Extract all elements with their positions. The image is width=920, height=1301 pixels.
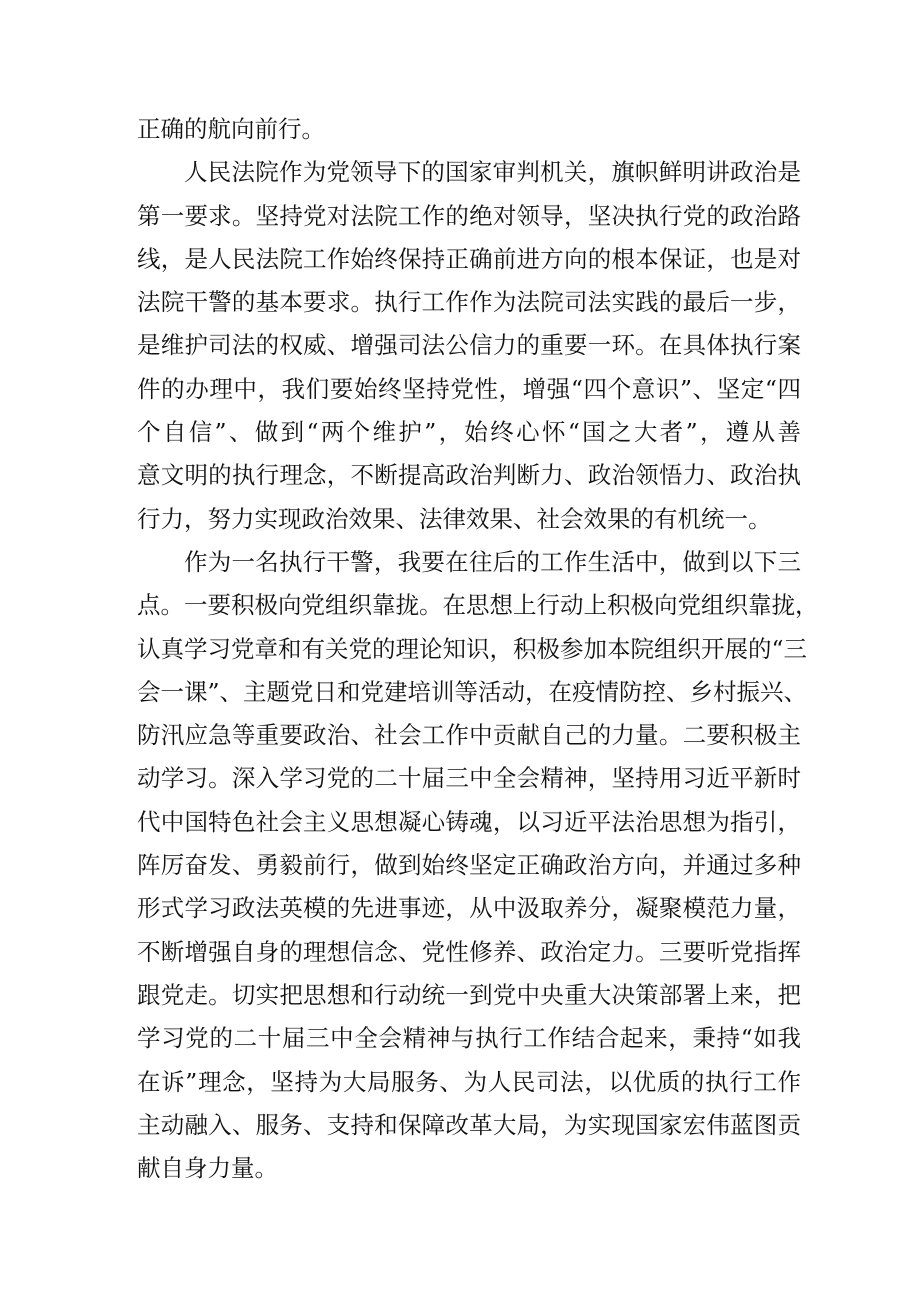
text-line: 跟党走。切实把思想和行动统一到党中央重大决策部署上来，把 (137, 980, 801, 1009)
text-line: 人民法院作为党领导下的国家审判机关，旗帜鲜明讲政治是 (184, 158, 801, 187)
text-line: 个自信”、做到“两个维护”，始终心怀“国之大者”，遵从善 (137, 418, 801, 447)
text-line: 行力，努力实现政治效果、法律效果、社会效果的有机统一。 (137, 504, 772, 533)
text-line: 线，是人民法院工作始终保持正确前进方向的根本保证，也是对 (137, 244, 801, 273)
document-body (137, 108, 819, 1190)
text-line: 会一课”、主题党日和党建培训等活动，在疫情防控、乡村振兴、 (137, 677, 808, 706)
text-line: 第一要求。坚持党对法院工作的绝对领导，坚决执行党的政治路 (137, 201, 801, 230)
text-line: 主动融入、服务、支持和保障改革大局，为实现国家宏伟蓝图贡 (137, 1110, 801, 1139)
text-line: 动学习。深入学习党的二十届三中全会精神，坚持用习近平新时 (137, 764, 801, 793)
text-line: 阵厉奋发、勇毅前行，做到始终坚定正确政治方向，并通过多种 (137, 851, 801, 880)
text-line: 形式学习政法英模的先进事迹，从中汲取养分，凝聚模范力量， (137, 894, 801, 923)
text-line: 是维护司法的权威、增强司法公信力的重要一环。在具体执行案 (137, 331, 801, 360)
text-line: 在诉”理念，坚持为大局服务、为人民司法，以优质的执行工作 (137, 1067, 801, 1096)
text-line: 法院干警的基本要求。执行工作作为法院司法实践的最后一步， (137, 288, 801, 317)
text-line: 意文明的执行理念，不断提高政治判断力、政治领悟力、政治执 (137, 461, 801, 490)
text-line: 不断增强自身的理想信念、党性修养、政治定力。三要听党指挥 (137, 937, 801, 966)
text-line: 认真学习党章和有关党的理论知识，积极参加本院组织开展的“三 (137, 634, 808, 663)
text-line: 作为一名执行干警，我要在往后的工作生活中，做到以下三 (184, 547, 801, 576)
text-line: 件的办理中，我们要始终坚持党性，增强“四个意识”、坚定“四 (137, 374, 801, 403)
text-line: 防汛应急等重要政治、社会工作中贡献自己的力量。二要积极主 (137, 721, 801, 750)
text-line: 学习党的二十届三中全会精神与执行工作结合起来，秉持“如我 (137, 1024, 801, 1053)
text-line: 正确的航向前行。 (137, 115, 325, 143)
text-line: 点。一要积极向党组织靠拢。在思想上行动上积极向党组织靠拢， (137, 591, 819, 620)
text-line: 代中国特色社会主义思想凝心铸魂，以习近平法治思想为指引， (137, 807, 801, 836)
text-line: 献自身力量。 (137, 1154, 278, 1183)
